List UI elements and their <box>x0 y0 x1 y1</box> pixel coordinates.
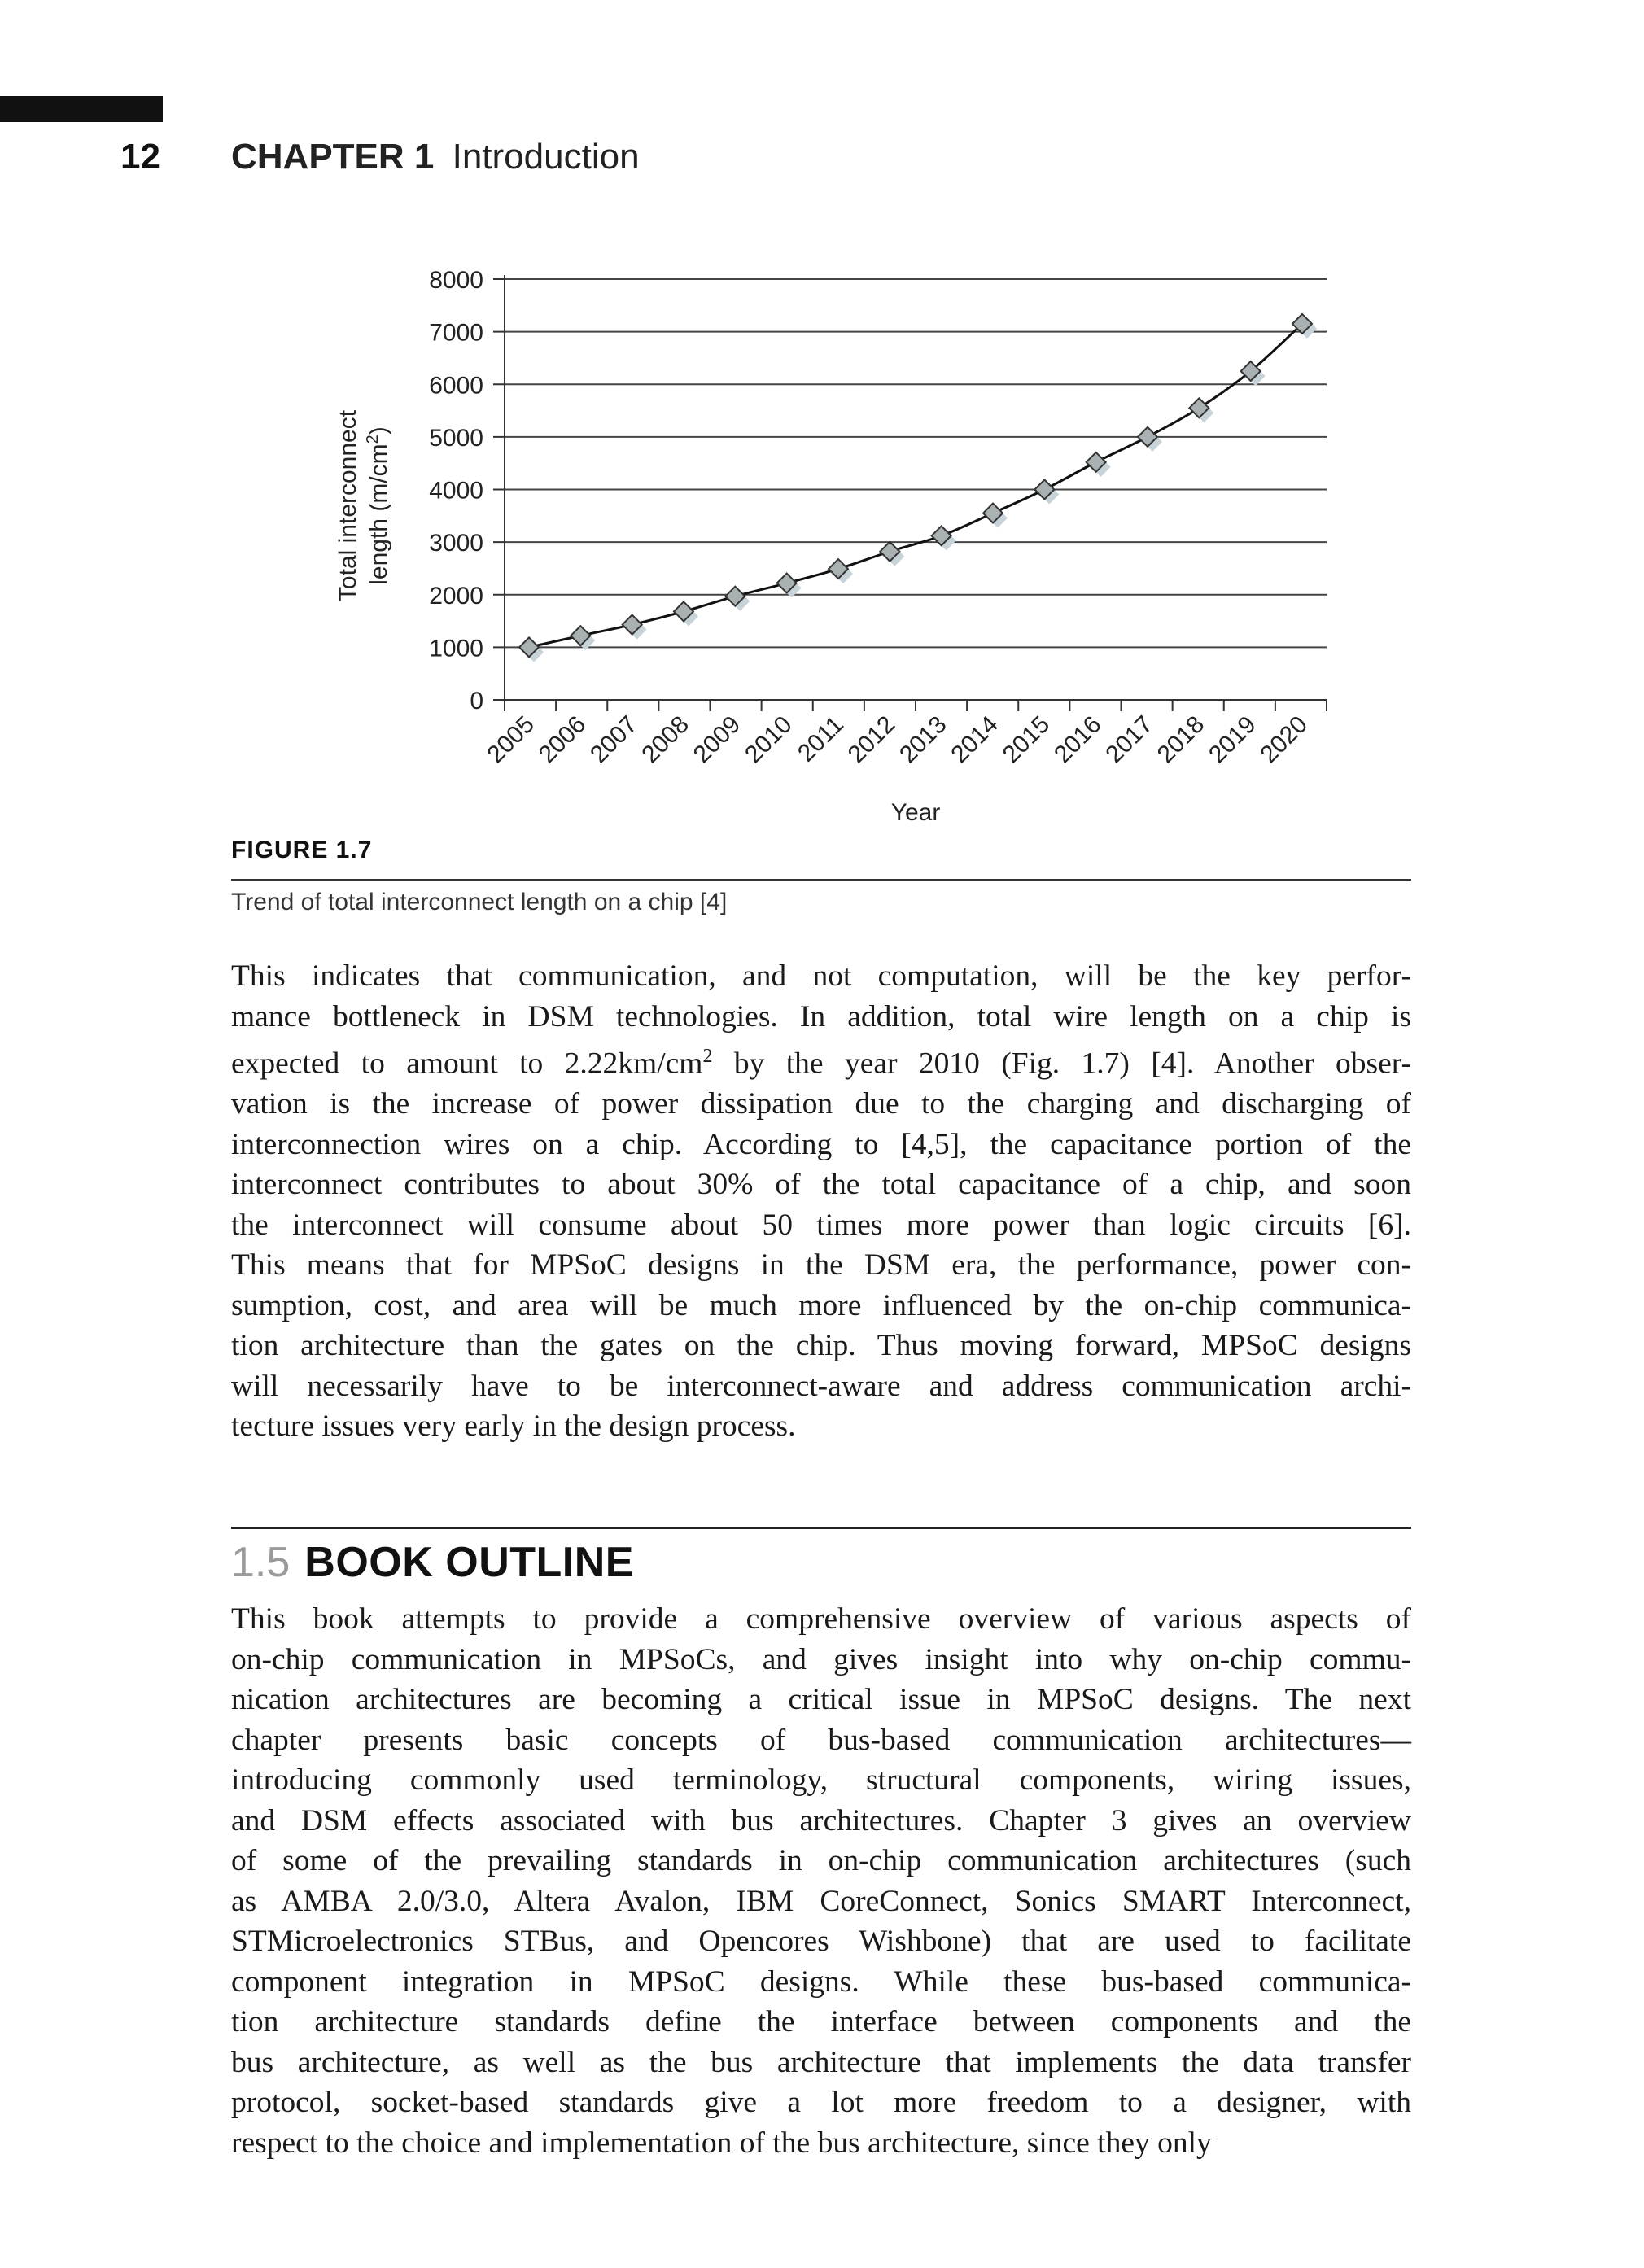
page-number: 12 <box>120 137 160 177</box>
section-rule <box>231 1527 1411 1529</box>
text-line: on-chip communication in MPSoCs, and gives insight into why on-chip commu- <box>231 1642 1411 1676</box>
x-tick-label: 2007 <box>585 710 643 769</box>
x-tick-label: 2020 <box>1255 710 1313 769</box>
figure-rule <box>231 879 1411 881</box>
x-tick-label: 2009 <box>688 710 746 769</box>
running-header <box>231 137 640 177</box>
x-tick-label: 2013 <box>894 710 952 769</box>
y-tick-label: 3000 <box>429 530 483 557</box>
x-axis-ticks <box>482 700 1327 768</box>
text-line: This indicates that communication, and not computation, will be the key perfor- <box>231 959 1411 993</box>
text-line: tion architecture standards define the interface between components and the <box>231 2005 1411 2039</box>
text-line: and DSM effects associated with bus architectures. Chapter 3 gives an overview <box>231 1803 1411 1838</box>
y-tick-label: 5000 <box>429 424 483 452</box>
x-tick-label: 2017 <box>1100 710 1158 769</box>
interconnect-length-chart <box>309 260 1367 830</box>
x-tick-label: 2005 <box>482 710 540 769</box>
figure-caption: Trend of total interconnect length on a chip [4] <box>231 889 728 916</box>
text-line: introducing commonly used terminology, structural components, wiring issues, <box>231 1763 1411 1797</box>
x-tick-label: 2014 <box>946 710 1003 769</box>
x-tick-label: 2016 <box>1049 710 1107 769</box>
text-line: sumption, cost, and area will be much more influenced by the on-chip communica- <box>231 1288 1411 1322</box>
section-heading <box>231 1538 634 1587</box>
text-line: of some of the prevailing standards in on-chip communication architectures (such <box>231 1844 1411 1877</box>
text-line: interconnect contributes to about 30% of the total capacitance of a chip, and soon <box>231 1168 1411 1201</box>
text-line: the interconnect will consume about 50 times more power than logic circuits [6]. <box>231 1208 1411 1242</box>
text-line: chapter presents basic concepts of bus-based communication architectures— <box>231 1723 1411 1757</box>
y-tick-label: 6000 <box>429 372 483 400</box>
y-axis-label-line1: Total interconnect <box>334 409 361 602</box>
section-title: BOOK OUTLINE <box>304 1539 634 1586</box>
y-tick-label: 4000 <box>429 477 483 505</box>
section-number: 1.5 <box>231 1539 291 1586</box>
y-axis-label <box>334 409 392 601</box>
text-line: bus architecture, as well as the bus architecture that implements the data transfer <box>231 2045 1411 2079</box>
y-tick-label: 0 <box>470 688 483 714</box>
x-tick-label: 2011 <box>792 710 849 767</box>
y-axis-label-main: length (m/cm <box>365 444 392 585</box>
text-line <box>231 1037 1411 1084</box>
x-tick-label: 2019 <box>1204 710 1261 769</box>
text-line: nication architectures are becoming a critical issue in MPSoC designs. The next <box>231 1683 1411 1716</box>
paragraph-communication-bottleneck <box>231 956 1411 1447</box>
x-tick-label: 2006 <box>533 710 592 769</box>
x-tick-label: 2008 <box>636 710 694 769</box>
text-line: will necessarily have to be interconnect-aware and address communication archi- <box>231 1369 1411 1403</box>
text-fragment: by the year 2010 (Fig. 1.7) [4]. Another obser- <box>712 1047 1411 1081</box>
figure-label: FIGURE 1.7 <box>231 837 373 863</box>
y-axis-ticks <box>429 267 505 714</box>
text-line: This means that for MPSoC designs in the DSM era, the performance, power con- <box>231 1248 1411 1282</box>
text-fragment: expected to amount to 2.22km/cm <box>231 1047 703 1081</box>
y-axis-label-end: ) <box>365 426 392 435</box>
text-line: vation is the increase of power dissipation due to the charging and discharging of <box>231 1087 1411 1121</box>
y-tick-label: 1000 <box>429 635 483 662</box>
y-tick-label: 2000 <box>429 582 483 610</box>
paragraph-book-outline <box>231 1599 1411 2163</box>
y-axis-label-line2 <box>364 426 392 585</box>
chapter-label: CHAPTER 1 <box>231 137 435 177</box>
x-axis-label: Year <box>890 799 941 826</box>
x-tick-label: 2018 <box>1152 710 1210 769</box>
y-tick-label: 8000 <box>429 267 483 294</box>
text-line: This book attempts to provide a comprehensive overview of various aspects of <box>231 1602 1411 1636</box>
y-tick-label: 7000 <box>429 319 483 347</box>
text-line: protocol, socket-based standards give a lot more freedom to a designer, with <box>231 2086 1411 2119</box>
text-line: component integration in MPSoC designs. While these bus-based communica- <box>231 1964 1411 1999</box>
text-line: STMicroelectronics STBus, and Opencores Wishbone) that are used to facilitate <box>231 1925 1411 1958</box>
text-line: interconnection wires on a chip. According to [4,5], the capacitance portion of the <box>231 1127 1411 1161</box>
x-tick-label: 2010 <box>740 710 798 769</box>
chart-grid <box>505 279 1327 647</box>
text-line: tecture issues very early in the design process. <box>231 1409 796 1443</box>
text-line: as AMBA 2.0/3.0, Altera Avalon, IBM CoreConnect, Sonics SMART Interconnect, <box>231 1884 1411 1918</box>
chapter-title: Introduction <box>452 137 640 177</box>
text-line: tion architecture than the gates on the chip. Thus moving forward, MPSoC designs <box>231 1329 1411 1362</box>
series-line <box>529 324 1302 647</box>
text-line: respect to the choice and implementation of the bus architecture, since they only <box>231 2126 1212 2160</box>
y-axis-label-sup: 2 <box>364 435 382 444</box>
x-tick-label: 2015 <box>997 710 1056 769</box>
text-line: mance bottleneck in DSM technologies. In addition, total wire length on a chip is <box>231 999 1411 1033</box>
superscript: 2 <box>702 1046 713 1067</box>
chart-axes <box>505 275 1327 700</box>
chart-series <box>519 314 1317 662</box>
page-tab-marker <box>0 96 163 122</box>
x-tick-label: 2012 <box>842 710 901 769</box>
